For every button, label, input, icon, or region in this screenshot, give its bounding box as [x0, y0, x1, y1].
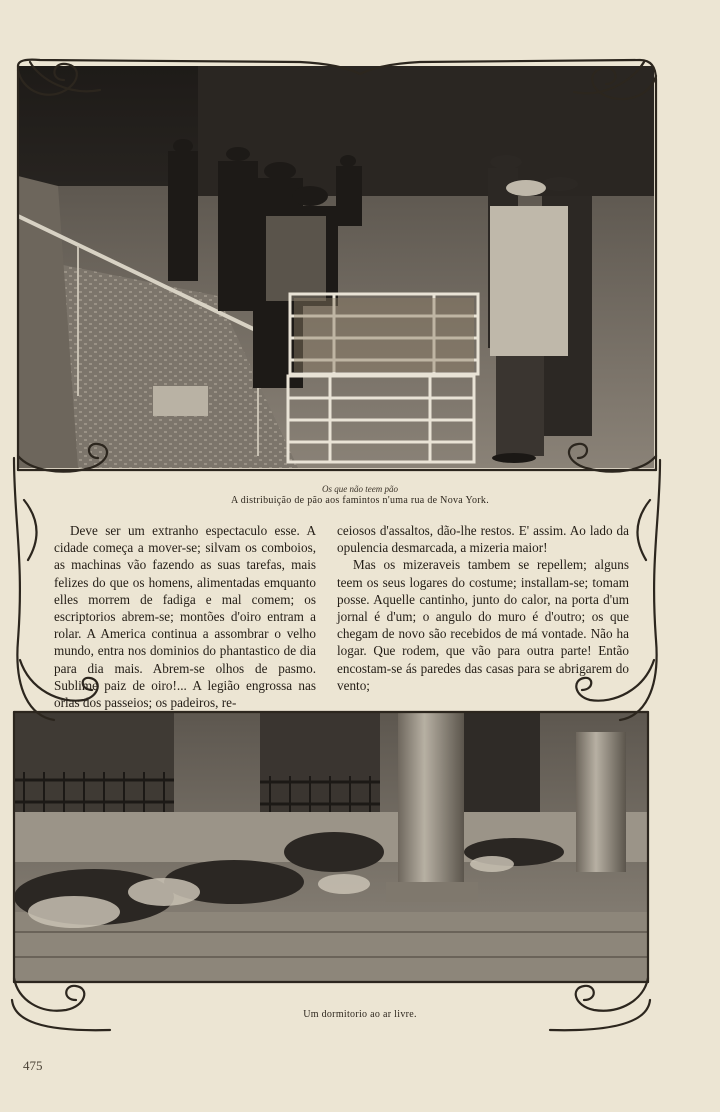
article-paragraph: ceiosos d'assaltos, dão-lhe restos. E' assim. Ao lado da opulencia desmarcada, a mizeria maior! — [337, 523, 629, 556]
page-number: 475 — [23, 1058, 43, 1073]
article-paragraph: Deve ser um extranho espectaculo esse. A cidade começa a mover-se; silvam os comboios, as machinas vão fazendo as suas tarefas, mais felizes do que os homens, alimentadas emquanto elles morrem de fadiga e mal comem; os escriptorios abrem-se; montões d'oiro entram a rolar. A America continua a assombrar o velho mundo, entra nos dominios do phantastico de dia para dia mais. Abrem-se olhos de pasmo. Sublime paiz de oiro!... A legião engrossa nas orlas dos passeios; os padeiros, re- — [54, 523, 316, 711]
top-photo-caption-title: Os que não teem pão — [322, 484, 398, 494]
top-photo-caption-text: A distribuição de pão aos famintos n'uma rua de Nova York. — [230, 495, 490, 506]
article-right-column — [337, 522, 629, 694]
open-air-dormitory-photo — [14, 712, 648, 982]
top-photo-caption — [120, 484, 600, 507]
article-left-column — [54, 522, 316, 711]
bottom-photo-caption: Um dormitorio ao ar livre. — [303, 1009, 417, 1020]
article-paragraph: Mas os mizeraveis tambem se repellem; alguns teem os seus logares do costume; installam-se; tomam posse. Aquelle cantinho, junto do calor, na porta d'um jornal é d'um; o angulo do muro é d'outro; os que chegam de novo são recebidos de má vontade. Não ha logar. Que rodem, que vão para outra parte! Então encostam-se ás paredes das casas para se abrigarem do vento; — [337, 557, 629, 693]
bread-distribution-photo — [18, 66, 654, 468]
